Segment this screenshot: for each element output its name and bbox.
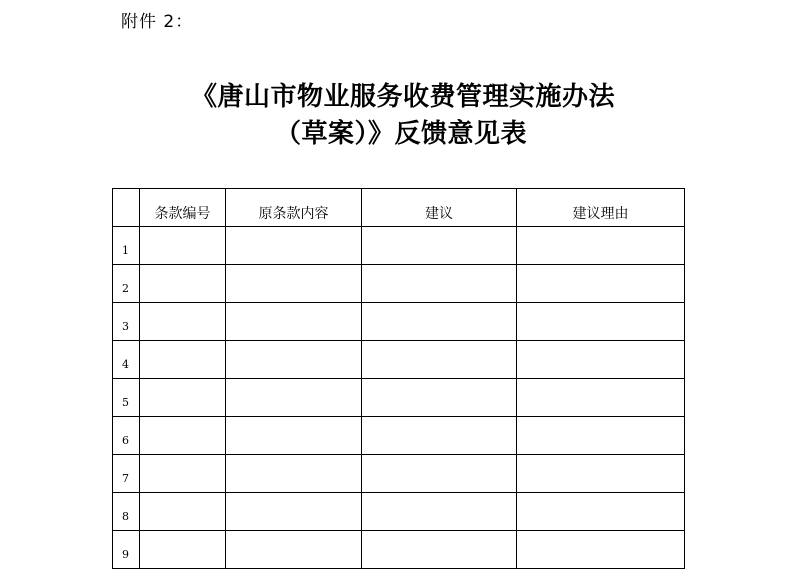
cell-suggestion-reason[interactable] [517,531,685,569]
table-row [113,265,685,303]
header-suggestion: 建议 [362,189,517,227]
cell-suggestion-reason[interactable] [517,493,685,531]
row-number: 6 [113,417,140,455]
cell-suggestion[interactable] [362,265,517,303]
attachment-label: 附件 2： [121,12,194,32]
cell-clause-number[interactable] [140,303,226,341]
cell-suggestion[interactable] [362,303,517,341]
cell-suggestion-reason[interactable] [517,303,685,341]
header-original-content: 原条款内容 [226,189,362,227]
row-number: 3 [113,303,140,341]
cell-suggestion-reason[interactable] [517,227,685,265]
table-row [113,379,685,417]
cell-suggestion[interactable] [362,531,517,569]
cell-original-content[interactable] [226,417,362,455]
cell-suggestion[interactable] [362,227,517,265]
document-title-line-2: （草案）》反馈意见表 [274,119,527,149]
table-header-row [113,189,685,227]
table-row [113,303,685,341]
cell-original-content[interactable] [226,265,362,303]
row-number: 9 [113,531,140,569]
table-row [113,417,685,455]
cell-clause-number[interactable] [140,227,226,265]
row-number: 1 [113,227,140,265]
cell-clause-number[interactable] [140,417,226,455]
cell-original-content[interactable] [226,493,362,531]
cell-suggestion-reason[interactable] [517,341,685,379]
cell-suggestion-reason[interactable] [517,379,685,417]
row-number: 5 [113,379,140,417]
cell-clause-number[interactable] [140,455,226,493]
cell-suggestion-reason[interactable] [517,417,685,455]
table-row [113,455,685,493]
cell-suggestion[interactable] [362,341,517,379]
table-row [113,531,685,569]
cell-original-content[interactable] [226,341,362,379]
cell-suggestion[interactable] [362,493,517,531]
cell-suggestion[interactable] [362,455,517,493]
document-title-line-1: 《唐山市物业服务收费管理实施办法 [190,82,615,112]
cell-original-content[interactable] [226,379,362,417]
table-row [113,493,685,531]
cell-original-content[interactable] [226,531,362,569]
cell-clause-number[interactable] [140,531,226,569]
cell-original-content[interactable] [226,455,362,493]
cell-suggestion[interactable] [362,417,517,455]
header-row-number [113,189,140,227]
row-number: 4 [113,341,140,379]
row-number: 2 [113,265,140,303]
cell-clause-number[interactable] [140,265,226,303]
cell-suggestion[interactable] [362,379,517,417]
cell-clause-number[interactable] [140,341,226,379]
cell-clause-number[interactable] [140,379,226,417]
cell-suggestion-reason[interactable] [517,265,685,303]
table-row [113,341,685,379]
cell-clause-number[interactable] [140,493,226,531]
feedback-table [112,188,685,569]
cell-suggestion-reason[interactable] [517,455,685,493]
cell-original-content[interactable] [226,303,362,341]
header-suggestion-reason: 建议理由 [517,189,685,227]
cell-original-content[interactable] [226,227,362,265]
row-number: 7 [113,455,140,493]
table-row [113,227,685,265]
row-number: 8 [113,493,140,531]
header-clause-number: 条款编号 [140,189,226,227]
